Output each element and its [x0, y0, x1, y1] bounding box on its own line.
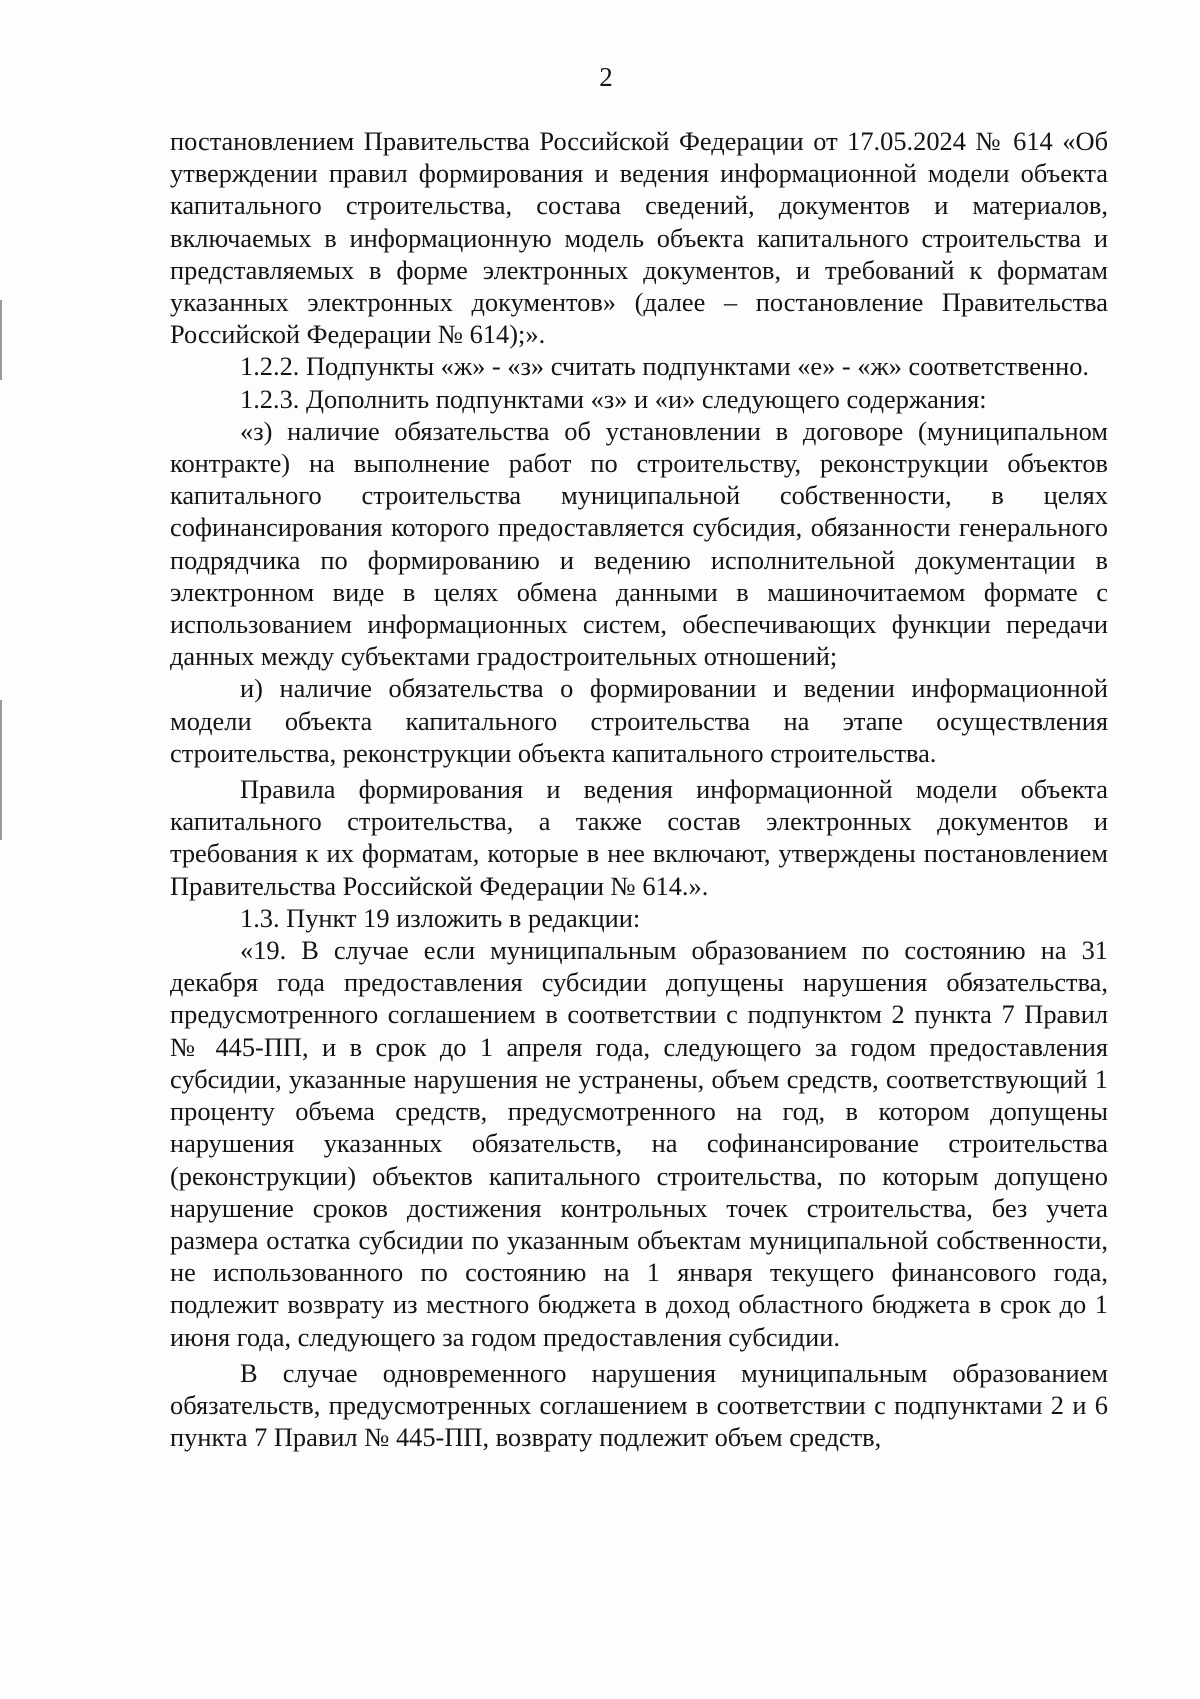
scan-edge-mark — [0, 300, 2, 380]
paragraph: «з) наличие обязательства об установлении в договоре (муниципальном контракте) на выполнение работ по строительству, реконструкции объектов капитального строительства муниципальной собственности, в целях софинансирования которого предоставляется субсидия, обязанности генерального подрядчика по формированию и ведению исполнительной документации в электронном виде в целях обмена данными в машиночитаемом формате с использованием информационных систем, обеспечивающих функции передачи данных между субъектами градостроительных отношений; — [170, 415, 1108, 672]
scan-edge-mark — [0, 700, 2, 840]
paragraph: Правила формирования и ведения информационной модели объекта капитального строительства, а также состав электронных документов и требования к их форматам, которые в нее включают, утверждены постановлением Правительства Российской Федерации № 614.». — [170, 774, 1108, 901]
page-number: 2 — [599, 62, 613, 92]
document-body — [170, 125, 1108, 1453]
paragraph: 1.2.2. Подпункты «ж» - «з» считать подпунктами «е» - «ж» соответственно. — [240, 351, 1089, 382]
paragraph: В случае одновременного нарушения муниципальным образованием обязательств, предусмотренных соглашением в соответствии с подпунктами 2 и 6 пункта 7 Правил № 445-ПП, возврату подлежит объем средств, — [170, 1357, 1108, 1453]
paragraph: и) наличие обязательства о формировании и ведении информационной модели объекта капитального строительства на этапе осуществления строительства, реконструкции объекта капитального строительства. — [170, 673, 1108, 768]
paragraph: постановлением Правительства Российской Федерации от 17.05.2024 № 614 «Об утверждении правил формирования и ведения информационной модели объекта капитального строительства, состава сведений, документов и материалов, включаемых в информационную модель объекта капитального строительства и представляемых в форме электронных документов, и требований к форматам указанных электронных документов» (далее – постановление Правительства Российской Федерации № 614);». — [170, 126, 1108, 350]
paragraph: 1.2.3. Дополнить подпунктами «з» и «и» следующего содержания: — [240, 383, 987, 414]
paragraph: «19. В случае если муниципальным образованием по состоянию на 31 декабря года предоставления субсидии допущены нарушения обязательства, предусмотренного соглашением в соответствии с подпунктом 2 пункта 7 Правил № 445-ПП, и в срок до 1 апреля года, следующего за годом предоставления субсидии, указанные нарушения не устранены, объем средств, соответствующий 1 проценту объема средств, предусмотренного на год, в котором допущены нарушения указанных обязательств, на софинансирование строительства (реконструкции) объектов капитального строительства, по которым допущено нарушение сроков достижения контрольных точек строительства, без учета размера остатка субсидии по указанным объектам муниципальной собственности, не использованного по состоянию на 1 января текущего финансового года, подлежит возврату из местного бюджета в доход областного бюджета в срок до 1 июня года, следующего за годом предоставления субсидии. — [170, 935, 1108, 1352]
paragraph: 1.3. Пункт 19 изложить в редакции: — [240, 902, 641, 933]
